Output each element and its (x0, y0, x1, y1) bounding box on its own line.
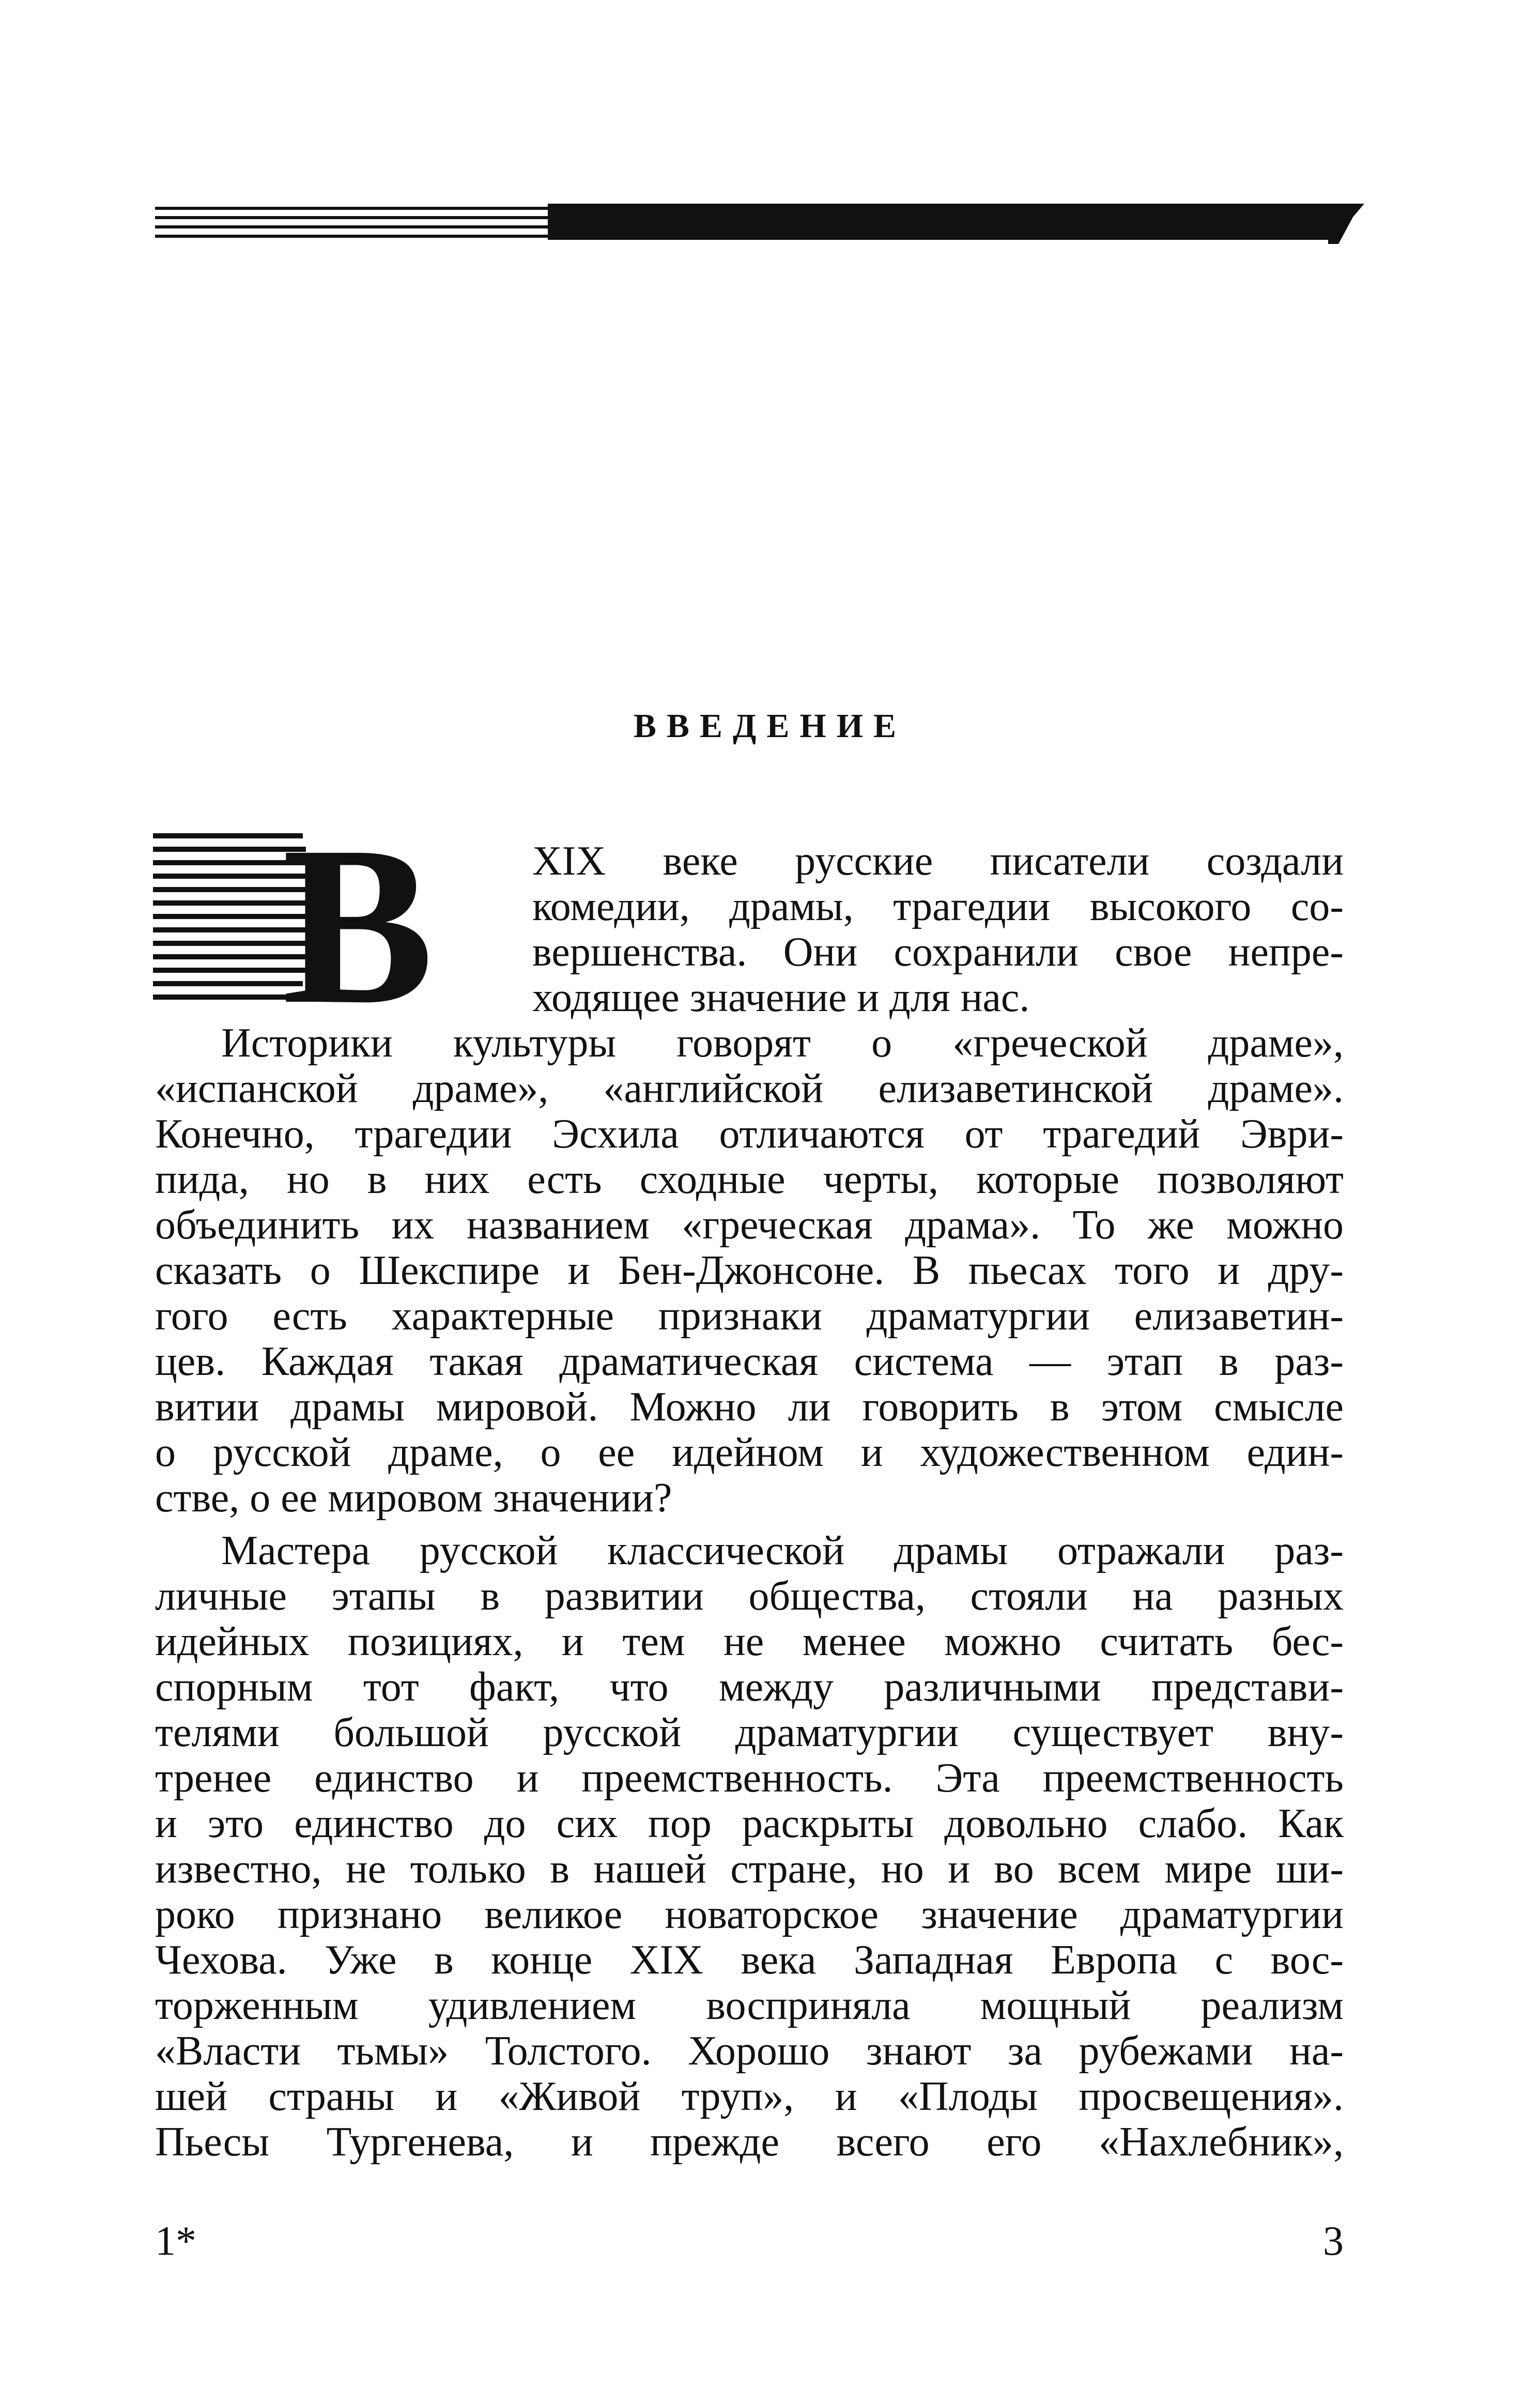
text-line: сказать о Шекспире и Бен-Джонсоне. В пьесах того и дру- (155, 1248, 1344, 1293)
drop-cap-letter: В (282, 821, 434, 1012)
text-line: спорным тот факт, что между различными представи- (155, 1664, 1344, 1710)
text-line: Чехова. Уже в конце XIX века Западная Европа с вос- (155, 1937, 1344, 1983)
text-line: и это единство до сих пор раскрыты довольно слабо. Как (155, 1801, 1344, 1846)
text-line: «Власти тьмы» Толстого. Хорошо знают за рубежами на- (155, 2028, 1344, 2074)
text-line: идейных позициях, и тем не менее можно считать бес- (155, 1619, 1344, 1664)
text-line: ходящее значение и для нас. (532, 975, 1030, 1020)
text-line: XIX веке русские писатели создали (532, 838, 1344, 884)
text-line: цев. Каждая такая драматическая система — этап в раз- (155, 1339, 1344, 1384)
text-line: объединить их названием «греческая драма». То же можно (155, 1202, 1344, 1248)
text-line: Мастера русской классической драмы отражали раз- (221, 1528, 1344, 1573)
drop-cap-ornament (153, 821, 504, 1012)
text-line: телями большой русской драматургии существует вну- (155, 1710, 1344, 1755)
text-line: пида, но в них есть сходные черты, которые позволяют (155, 1157, 1344, 1202)
text-line: витии драмы мировой. Можно ли говорить в этом смысле (155, 1384, 1344, 1430)
text-line: Пьесы Тургенева, и прежде всего его «Нахлебник», (155, 2119, 1344, 2165)
chapter-title: ВВЕДЕНИЕ (633, 707, 907, 745)
text-line: роко признано великое новаторское значение драматургии (155, 1892, 1344, 1937)
text-line: вершенства. Они сохранили свое непре- (532, 929, 1344, 975)
header-rule-ornament (155, 196, 1364, 253)
text-line: тренее единство и преемственность. Эта преемственность (155, 1755, 1344, 1801)
text-line: комедии, драмы, трагедии высокого со- (532, 884, 1344, 929)
page-number: 3 (1323, 2219, 1344, 2264)
signature-mark: 1* (155, 2219, 196, 2264)
text-line: шей страны и «Живой труп», и «Плоды просвещения». (155, 2074, 1344, 2119)
text-line: известно, не только в нашей стране, но и во всем мире ши- (155, 1846, 1344, 1892)
text-line: личные этапы в развитии общества, стояли на разных (155, 1573, 1344, 1619)
text-line: гого есть характерные признаки драматургии елизаветин- (155, 1293, 1344, 1339)
text-line: «испанской драме», «английской елизаветинской драме». (155, 1066, 1344, 1111)
text-line: стве, о ее мировом значении? (155, 1475, 672, 1521)
text-line: Историки культуры говорят о «греческой драме», (221, 1020, 1344, 1066)
text-line: о русской драме, о ее идейном и художественном един- (155, 1430, 1344, 1475)
text-line: торженным удивлением восприняла мощный реализм (155, 1983, 1344, 2028)
text-line: Конечно, трагедии Эсхила отличаются от трагедий Эври- (155, 1111, 1344, 1157)
